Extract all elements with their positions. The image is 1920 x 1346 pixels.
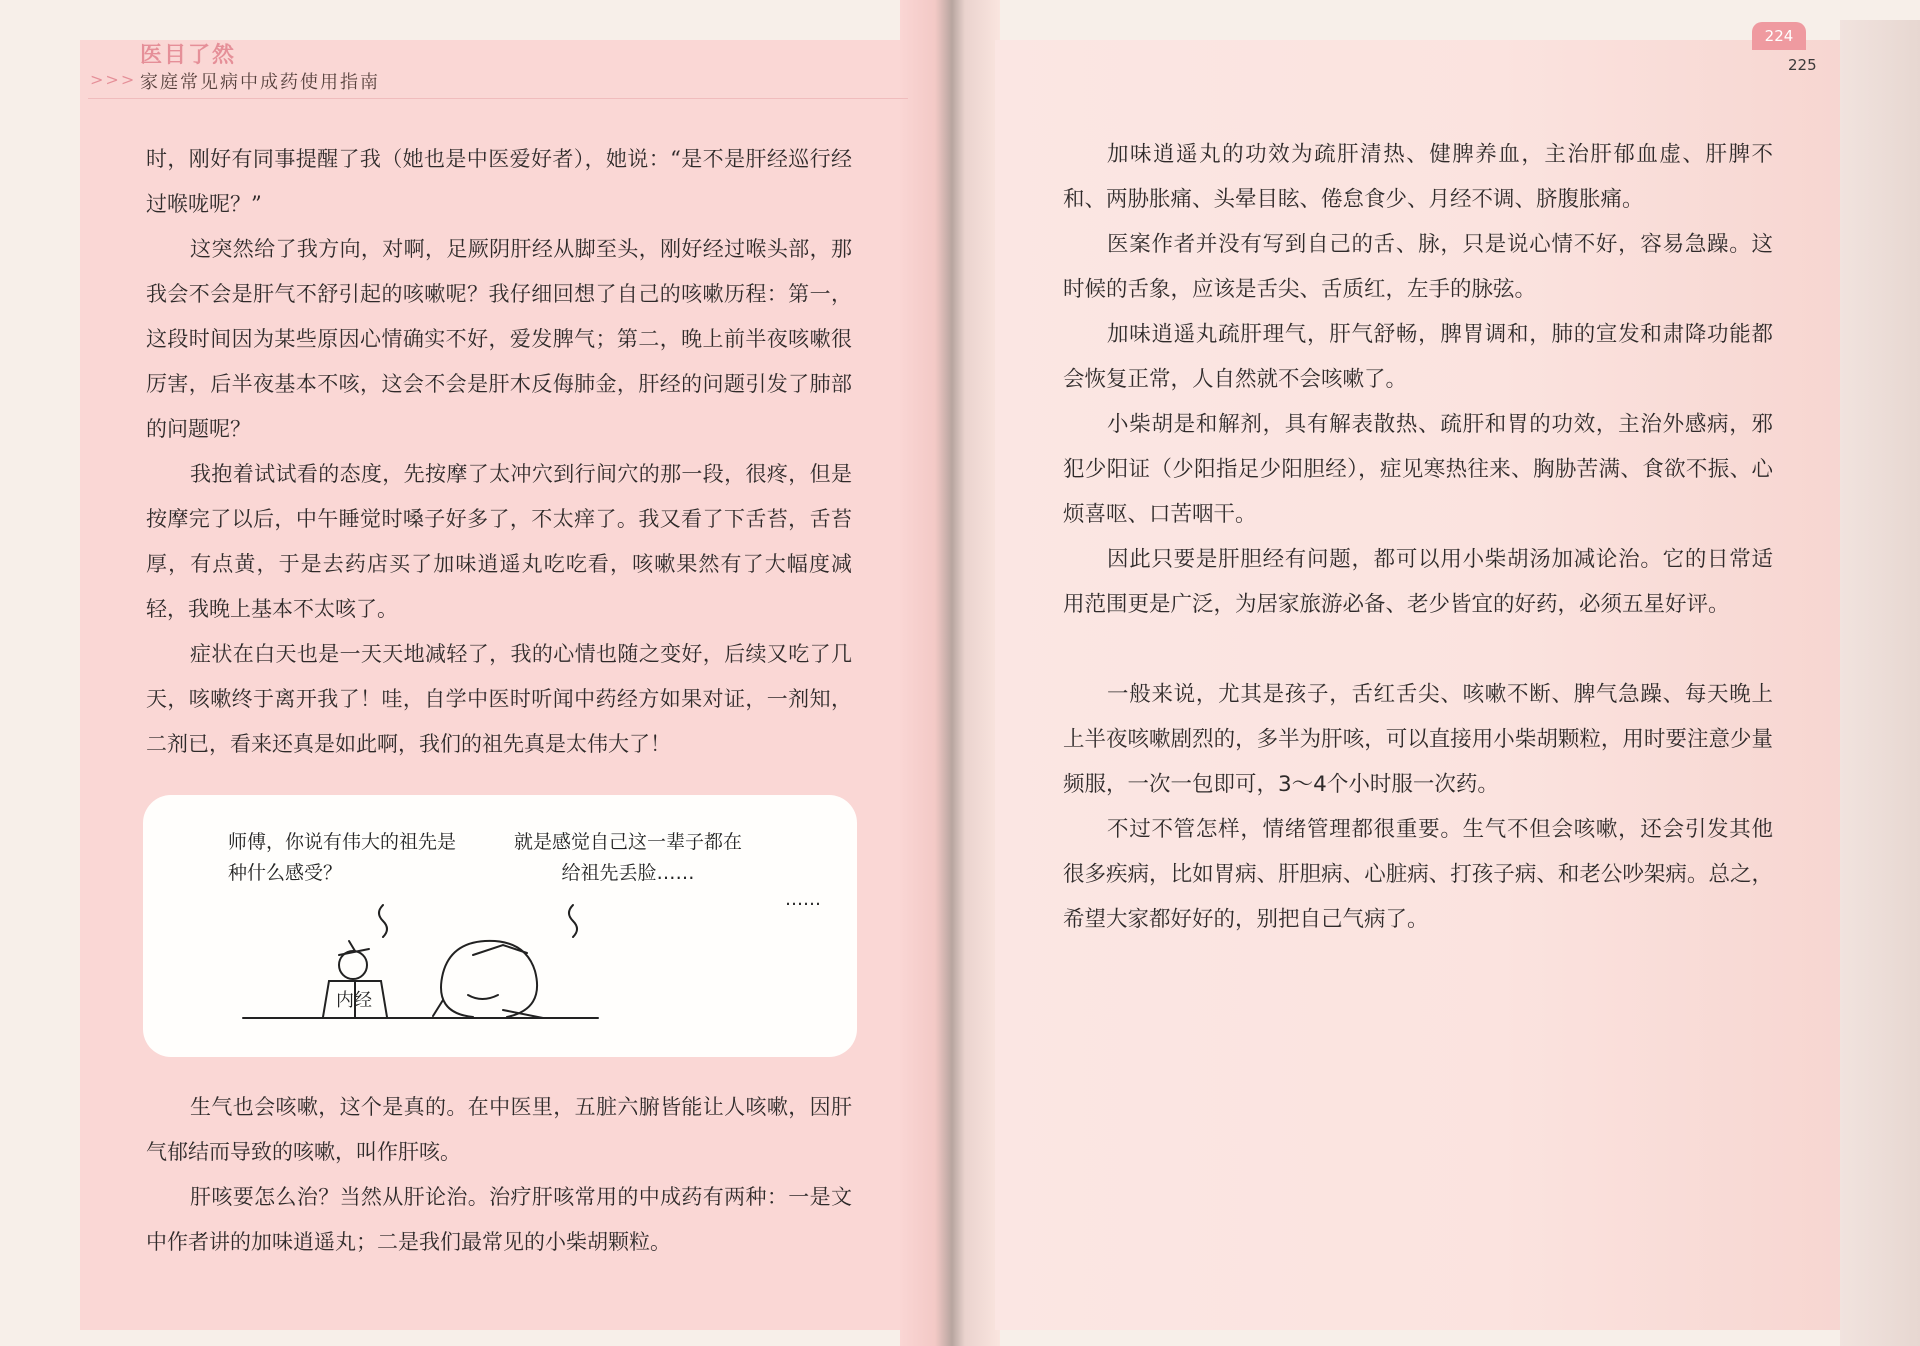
paragraph: 这突然给了我方向，对啊，足厥阴肝经从脚至头，刚好经过喉头部，那我会不会是肝气不舒引起的咳嗽呢？我仔细回想了自己的咳嗽历程：第一，这段时间因为某些原因心情确实不好，爱发脾气；第二，晚上前半夜咳嗽很厉害，后半夜基本不咳，这会不会是肝木反侮肺金，肝经的问题引发了肺部的问题呢？ [146,237,852,441]
paragraph: 加味逍遥丸疏肝理气，肝气舒畅，脾胃调和，肺的宣发和肃降功能都会恢复正常，人自然就不会咳嗽了。 [1063,322,1773,392]
paragraph: 不过不管怎样，情绪管理都很重要。生气不但会咳嗽，还会引发其他很多疾病，比如胃病、肝胆病、心脏病、打孩子病、和老公吵架病。总之，希望大家都好好的，别把自己气病了。 [1063,817,1773,932]
paragraph: 一般来说，尤其是孩子，舌红舌尖、咳嗽不断、脾气急躁、每天晚上上半夜咳嗽剧烈的，多半为肝咳，可以直接用小柴胡颗粒，用时要注意少量频服，一次一包即可，3～4个小时服一次药。 [1063,682,1773,797]
page-number: 225 [1788,56,1817,74]
comic-panel [143,795,857,1057]
paragraph: 加味逍遥丸的功效为疏肝清热、健脾养血，主治肝郁血虚、肝脾不和、两胁胀痛、头晕目眩、倦怠食少、月经不调、脐腹胀痛。 [1063,142,1773,212]
chapter-subtitle: 家庭常见病中成药使用指南 [140,72,380,93]
paragraph: 症状在白天也是一天天地减轻了，我的心情也随之变好，后续又吃了几天，咳嗽终于离开我了！哇，自学中医时听闻中药经方如果对证，一剂知，二剂已，看来还真是如此啊，我们的祖先真是太伟大了！ [146,642,852,756]
paragraph: 时，刚好有同事提醒了我（她也是中医爱好者），她说：“是不是肝经巡行经过喉咙呢？” [146,147,852,216]
speech-bubble: 就是感觉自己这一辈子都在给祖先丢脸…… [513,831,742,884]
paragraph: 小柴胡是和解剂，具有解表散热、疏肝和胃的功效，主治外感病，邪犯少阳证（少阳指足少阳胆经），症见寒热往来、胸胁苦满、食欲不振、心烦喜呕、口苦咽干。 [1063,412,1773,527]
cartoon-figures-icon [143,795,857,1057]
paragraph: 医案作者并没有写到自己的舌、脉，只是说心情不好，容易急躁。这时候的舌象，应该是舌尖、舌质红，左手的脉弦。 [1063,232,1773,302]
ellipsis-icon: …… [785,889,821,910]
paragraph: 我抱着试试看的态度，先按摩了太冲穴到行间穴的那一段，很疼，但是按摩完了以后，中午睡觉时嗓子好多了，不太痒了。我又看了下舌苔，舌苔厚，有点黄，于是去药店买了加味逍遥丸吃吃看，咳嗽果然有了大幅度减轻，我晚上基本不太咳了。 [146,462,852,621]
page-number-tab: 224 [1752,22,1806,50]
book-title: 医目了然 [140,42,237,68]
header-divider [88,98,908,99]
paragraph: 因此只要是肝胆经有问题，都可以用小柴胡汤加减论治。它的日常适用范围更是广泛，为居家旅游必备、老少皆宜的好药，必须五星好评。 [1063,547,1773,617]
speech-bubble: 师傅，你说有伟大的祖先是种什么感受？ [228,831,457,884]
paragraph: 生气也会咳嗽，这个是真的。在中医里，五脏六腑皆能让人咳嗽，因肝气郁结而导致的咳嗽，叫作肝咳。 [146,1095,852,1164]
book-label: 内经 [336,990,372,1011]
header-arrows-icon: >>> [90,70,137,89]
page-edge [1840,20,1920,1346]
book-gutter [900,0,1000,1346]
paragraph: 肝咳要怎么治？当然从肝论治。治疗肝咳常用的中成药有两种：一是文中作者讲的加味逍遥丸；二是我们最常见的小柴胡颗粒。 [146,1185,852,1254]
